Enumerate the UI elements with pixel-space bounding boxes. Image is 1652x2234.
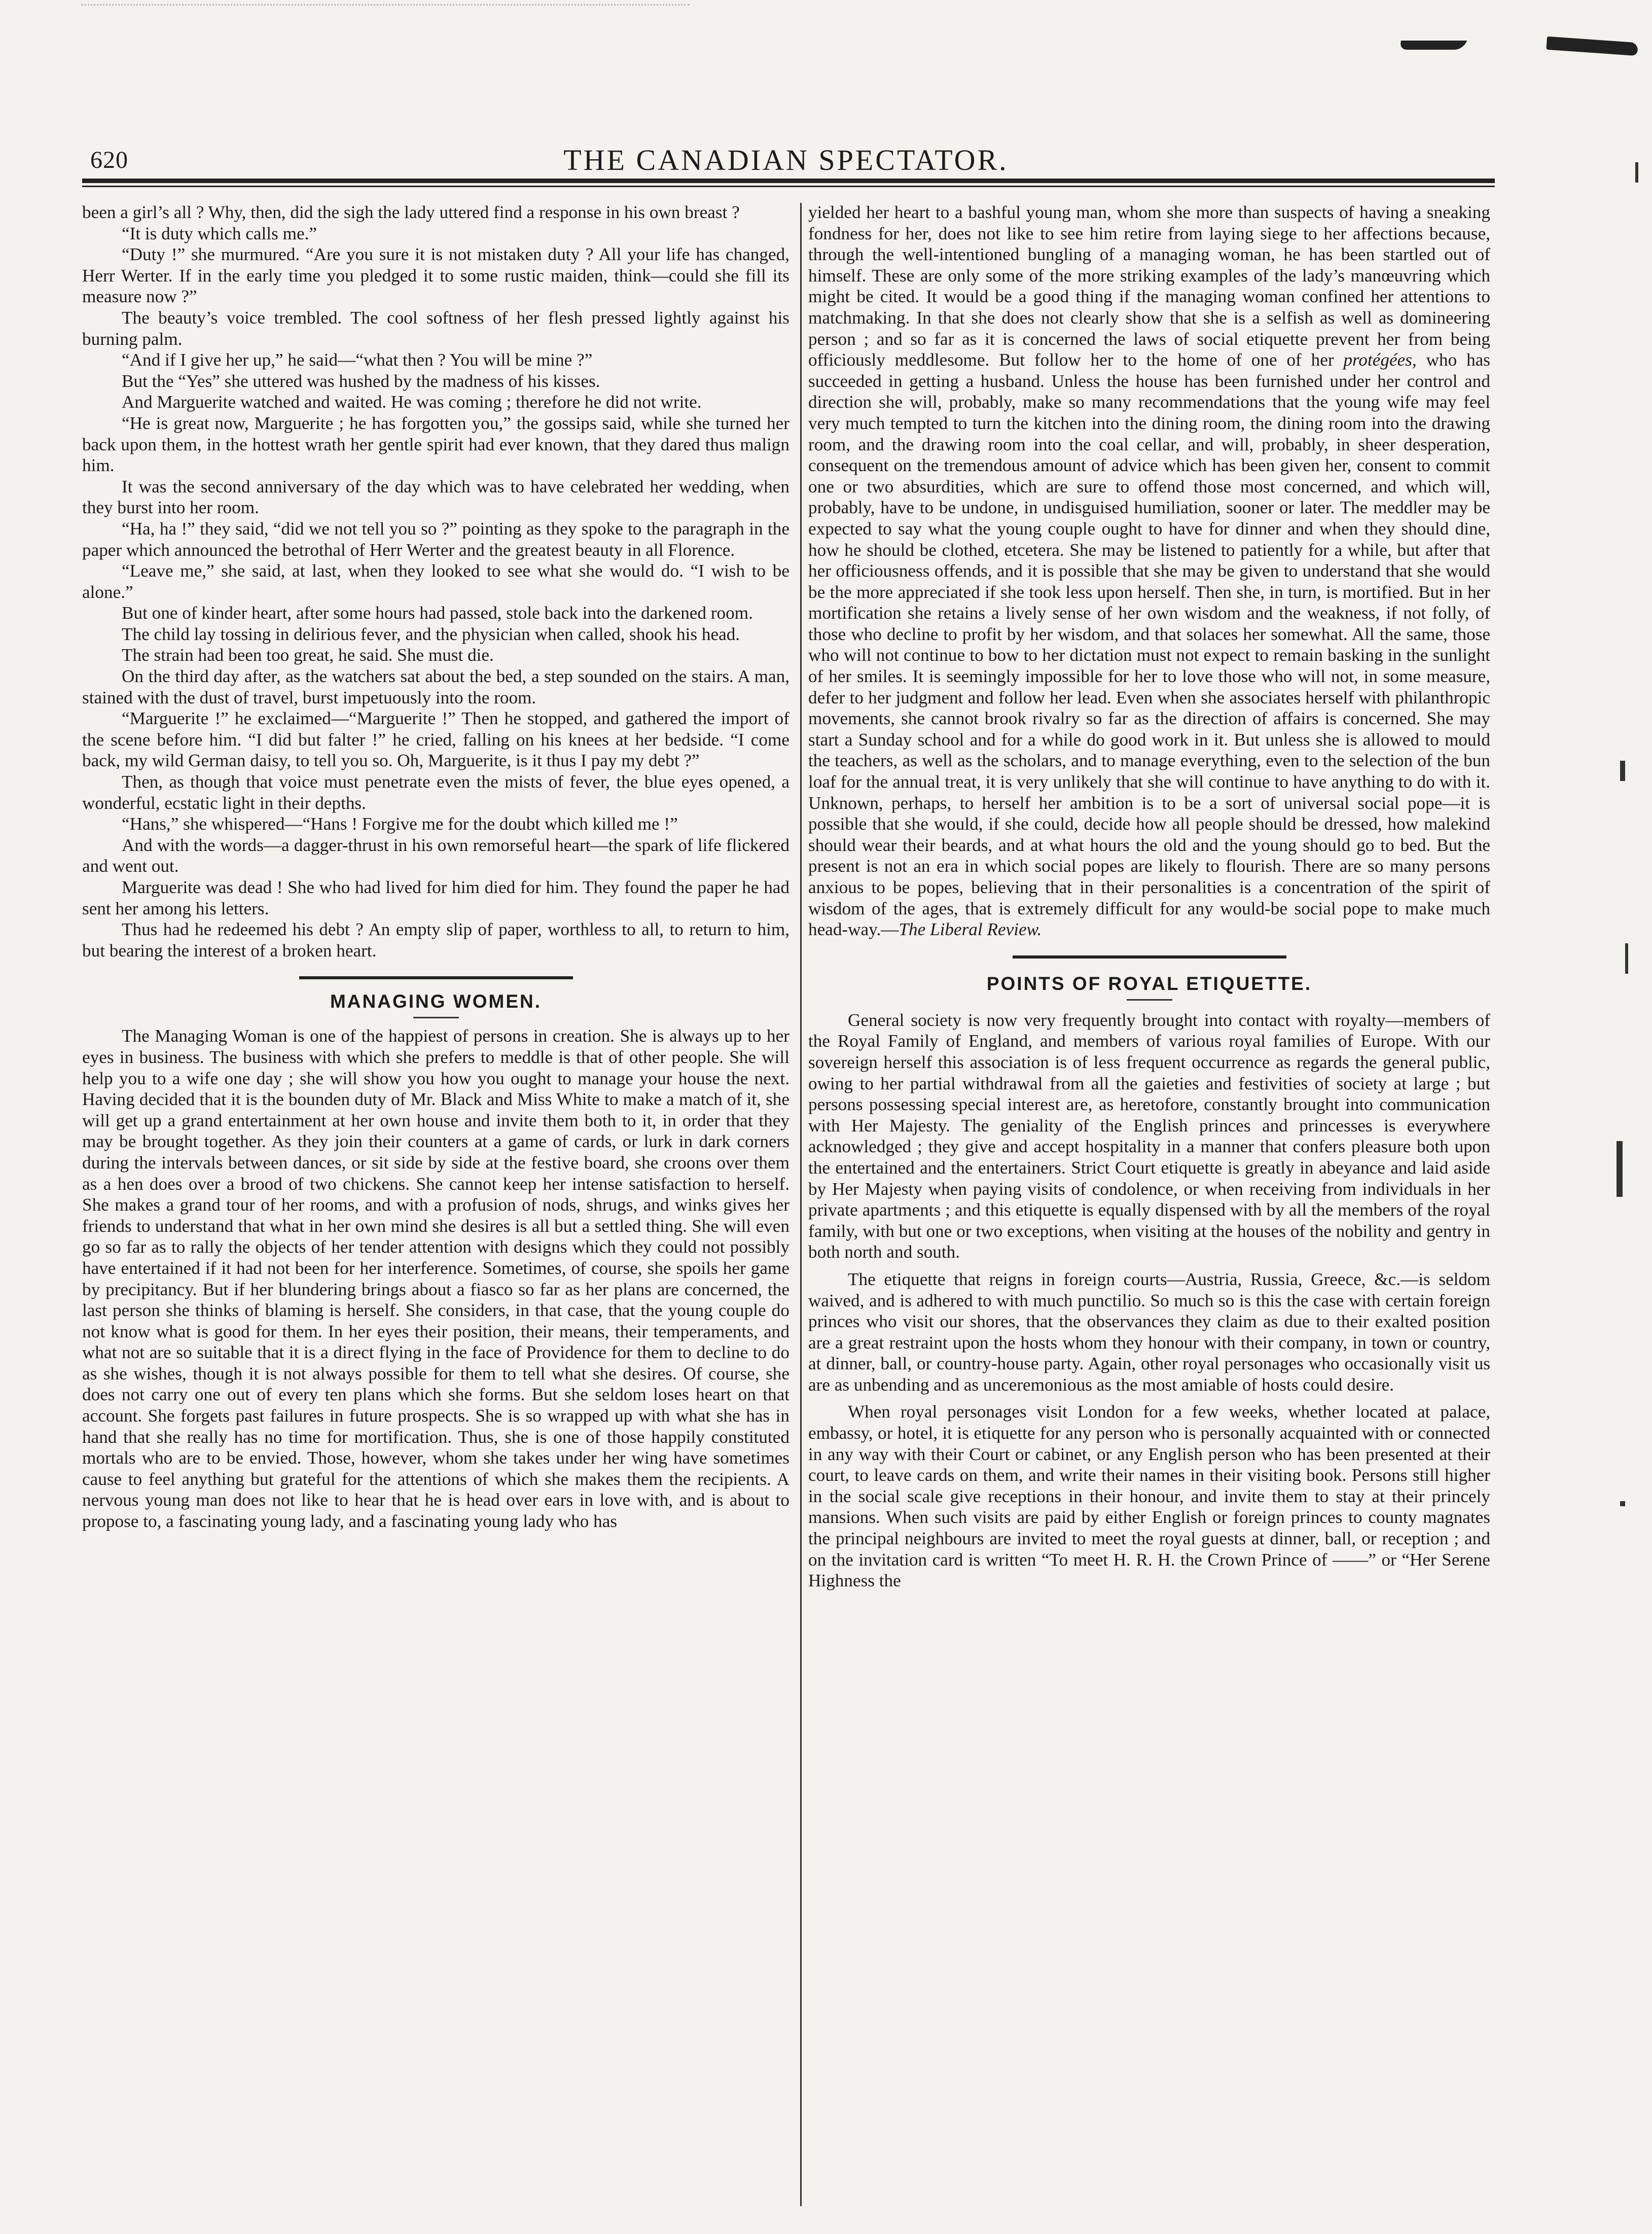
edge-speck xyxy=(1620,761,1625,781)
scan-smudge xyxy=(1398,41,1467,50)
paragraph: “Hans,” she whispered—“Hans ! Forgive me for the doubt which killed me !” xyxy=(122,814,678,834)
header-rule-thin xyxy=(82,186,1495,187)
paragraph: When royal personages visit London for a few weeks, whether located at palace, embassy, or hotel, it is etiquette for any person who is personally acquainted with or connected in any way with their Court or cabinet, or any English person who has been presented at their court, to leave cards on them, and write their names in their visiting book. Persons still higher in the social scale give receptions in their honour, and invite them to stay at their princely mansions. When such visits are paid by either English or foreign princes to county magnates the principal neighbours are invited to meet the royal guests at dinner, ball, or reception ; and on the invitation card is written “To meet H. R. H. the Crown Prince of ——” or “Her Serene Highness the xyxy=(808,1402,1490,1591)
text-run: yielded her heart to a bashful young man, whom she more than suspects of having a sneaking fondness for her, does not like to see him retire from laying siege to her affections because, through the well-intentioned bungling of a managing woman, he has been startled out of himself. These are only some of the more striking examples of the lady’s manœuvring which might be cited. It would be a good thing if the managing woman confined her attentions to matchmaking. In that she does not clearly show that she is a selfish as well as domineering person ; and so far as it is concerned the laws of social etiquette prevent her from being officiously meddlesome. But follow her to the home of one of her xyxy=(808,202,1490,370)
page-header xyxy=(76,143,1496,184)
paragraph: The beauty’s voice trembled. The cool softness of her flesh pressed lightly against his burning palm. xyxy=(82,307,789,349)
section-title-managing-women: MANAGING WOMEN. xyxy=(330,991,542,1012)
scan-smudge xyxy=(1546,37,1638,56)
scan-artifact-line xyxy=(81,4,690,7)
paragraph: Then, as though that voice must penetrate even the mists of fever, the blue eyes opened, a wonderful, ecstatic light in their depths. xyxy=(82,772,789,813)
paragraph: The Managing Woman is one of the happiest of persons in creation. She is always up to her eyes in business. The business with which she prefers to meddle is that of other people. She will help you to a wife one day ; she will show you how you ought to manage your house the next. Having decided that it is the bounden duty of Mr. Black and Miss White to make a match of it, she will get up a grand entertainment at her own house and invite them both to it, in order that they may be brought together. As they join their counters at a game of cards, or lurk in dark corners during the intervals between dances, or sit side by side at the festive board, she croons over them as a hen does over a brood of two chickens. She cannot keep her intense satisfaction to herself. She makes a grand tour of her rooms, and with a profusion of nods, shrugs, and winks gives her friends to understand that what in her own mind she desires is all but a settled thing. She will even go so far as to rally the objects of her tender attention with designs which they could not possibly have entertained if it had not been for her interference. Sometimes, of course, she spoils her game by precipitancy. But if her blundering brings about a fiasco so far as her plans are concerned, the last person she thinks of blaming is herself. She considers, in that case, that the young couple do not know what is good for them. In her eyes their position, their means, their temperaments, and what not are so suitable that it is a direct flying in the face of Providence for them to decline to do as she wishes, though it is not always possible for them to tell what she desires. Of course, she does not carry one out of every ten plans which she forms. But she seldom loses heart on that account. She forgets past failures in future prospects. She is so wrapped up with what she has in hand that she really has no time for mortification. Thus, she is one of those happily constituted mortals who are to be envied. Those, however, whom she takes under her wing have sometimes cause to feel anything but grateful for the attentions of which she makes them the recipients. A nervous young man does not like to hear that he is head over ears in love with, and is about to propose to, a fascinating young lady, and a fascinating young lady who has xyxy=(82,1026,789,1532)
paragraph: “He is great now, Marguerite ; he has forgotten you,” the gossips said, while she turned her back upon them, in the hottest wrath her gentle spirit had ever known, that they dared thus malign him. xyxy=(82,413,789,476)
header-rule xyxy=(82,179,1495,183)
paragraph: General society is now very frequently brought into contact with royalty—members of the Royal Family of England, and members of various royal families of Europe. With our sovereign herself this association is of less frequent occurrence as regards the general public, owing to her partial withdrawal from all the gaieties and festivities of society at large ; but persons possessing special interest are, as heretofore, constantly brought into communication with Her Majesty. The geniality of the English princes and princesses is everywhere acknowledged ; they give and accept hospitality in a manner that confers pleasure both upon the entertained and the entertainers. Strict Court etiquette is greatly in abeyance and laid aside by Her Majesty when paying visits of condolence, or when receiving from individuals in her private apartments ; and this etiquette is equally dispensed with by all the members of the royal family, with but one or two exceptions, when visiting at the houses of the nobility and gentry in both north and south. xyxy=(808,1010,1490,1262)
paragraph: Marguerite was dead ! She who had lived for him died for him. They found the paper he had sent her among his letters. xyxy=(82,877,789,918)
paragraph: But the “Yes” she uttered was hushed by the madness of his kisses. xyxy=(122,371,600,391)
paragraph: “It is duty which calls me.” xyxy=(122,223,317,243)
edge-speck xyxy=(1617,1141,1623,1197)
paragraph: The child lay tossing in delirious fever, and the physician when called, shook his head. xyxy=(122,624,740,644)
right-column xyxy=(808,202,1490,1591)
paragraph: Thus had he redeemed his debt ? An empty slip of paper, worthless to all, to return to him, but bearing the interest of a broken heart. xyxy=(82,919,789,961)
paragraph: And Marguerite watched and waited. He was coming ; therefore he did not write. xyxy=(122,392,702,412)
title-underline xyxy=(413,1017,459,1018)
paragraph: But one of kinder heart, after some hours had passed, stole back into the darkened room. xyxy=(122,603,753,623)
paragraph: The etiquette that reigns in foreign courts—Austria, Russia, Greece, &c.—is seldom waived, and is adhered to with much punctilio. So much so is this the case with certain foreign princes who visit our shores, that the observances they claim as due to their exalted position are a great restraint upon the hosts whom they honour with their company, in town or country, at dinner, ball, or country-house party. Again, other royal personages who occasionally visit us are as unbending and as unceremonious as the most amiable of hosts could desire. xyxy=(808,1269,1490,1395)
paragraph xyxy=(808,202,1490,940)
text-run: who has succeeded in getting a husband. Unless the house has been furnished under her control and direction she will, probably, make so many recommendations that the young wife may feel very much tempted to turn the kitchen into the dining room, the dining room into the drawing room, and the drawing room into the coal cellar, and will, probably, in sheer desperation, consequent on the tremendous amount of advice which has been given her, consent to commit one or two absurdities, which are sure to offend those most concerned, and which will, probably, have to be undone, in undisguised humiliation, sooner or later. The meddler may be expected to say what the young couple ought to have for dinner and when they should dine, how he should be clothed, etcetera. She may be listened to patiently for a while, but after that her officiousness offends, and it is possible that she may be given to understand that she would be the more appreciated if she took less upon herself. Then she, in turn, is mortified. But in her mortification she retains a lively sense of her own wisdom and the weakness, if not folly, of those who decline to profit by her wisdom, and that solaces her somewhat. All the same, those who will not continue to bow to her dictation must not expect to remain basking in the sunlight of her smiles. It is seemingly impossible for her to love those who will not, in some measure, defer to her judgment and follow her lead. Even when she associates herself with philanthropic movements, she cannot brook rivalry so far as the direction of affairs is concerned. She may start a Sunday school and for a while do good work in it. But unless she is allowed to mould the teachers, as well as the scholars, and to manage everything, even to the selection of the bun loaf for the annual treat, it is very unlikely that she will continue to have anything to do with it. Unknown, perhaps, to herself her ambition is to be a sort of universal social pope—it is possible that she would, if she could, decide how all people should be dressed, how malekind should wear their beards, and at what hours the old and the young should go to bed. But the present is not an era in which social popes are likely to flourish. There are so many persons anxious to be popes, believing that in their personalities is a concentration of the spirit of wisdom of the ages, that is extremely difficult for any would-be social pope to make much head-way.— xyxy=(808,350,1490,940)
paragraph: “Leave me,” she said, at last, when they looked to see what she would do. “I wish to be alone.” xyxy=(82,561,789,602)
section-separator xyxy=(299,976,573,979)
edge-speck xyxy=(1620,1501,1625,1506)
column-divider xyxy=(800,203,802,2206)
source-attribution: The Liberal Review. xyxy=(899,919,1042,940)
section-title-royal-etiquette: POINTS OF ROYAL ETIQUETTE. xyxy=(986,973,1312,994)
paragraph: “Duty !” she murmured. “Are you sure it is not mistaken duty ? All your life has changed, Herr Werter. If in the early time you pledged it to some rustic maiden, think—could she fill its measure now ?” xyxy=(82,244,789,307)
paragraph: been a girl’s all ? Why, then, did the sigh the lady uttered find a response in his own breast ? xyxy=(82,202,740,222)
section-separator xyxy=(1013,955,1286,959)
edge-speck xyxy=(1625,943,1628,974)
paragraph: And with the words—a dagger-thrust in his own remorseful heart—the spark of life flickered and went out. xyxy=(82,835,789,876)
title-underline xyxy=(1127,999,1172,1001)
paragraph: “Ha, ha !” they said, “did we not tell you so ?” pointing as they spoke to the paragraph in the paper which announced the betrothal of Herr Werter and the greatest beauty in all Florence. xyxy=(82,518,789,560)
left-column xyxy=(82,202,789,1532)
paragraph: It was the second anniversary of the day which was to have celebrated her wedding, when they burst into her room. xyxy=(82,476,789,518)
journal-title: THE CANADIAN SPECTATOR. xyxy=(563,144,1009,176)
paragraph: “Marguerite !” he exclaimed—“Marguerite !” Then he stopped, and gathered the import of the scene before him. “I did but falter !” he cried, falling on his knees at her bedside. “I come back, my wild German daisy, to tell you so. Oh, Marguerite, is it thus I pay my debt ?” xyxy=(82,708,789,771)
paragraph: The strain had been too great, he said. She must die. xyxy=(122,645,494,665)
paragraph: On the third day after, as the watchers sat about the bed, a step sounded on the stairs. A man, stained with the dust of travel, burst impetuously into the room. xyxy=(82,666,789,707)
story-section xyxy=(82,202,789,961)
italic-word: protégées, xyxy=(1343,350,1417,370)
page-number: 620 xyxy=(90,147,128,173)
edge-speck xyxy=(1635,162,1638,183)
paragraph: “And if I give her up,” he said—“what then ? You will be mine ?” xyxy=(122,350,593,370)
